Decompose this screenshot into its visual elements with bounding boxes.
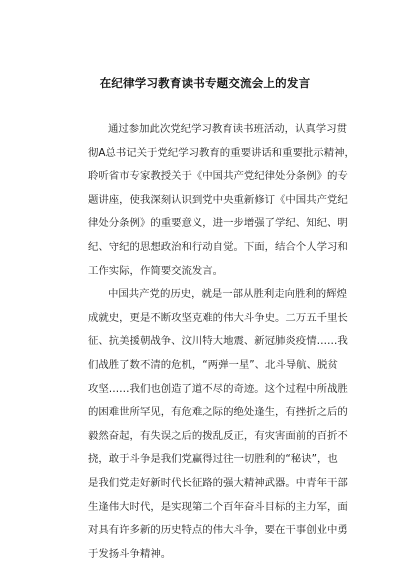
paragraph-line: 毅然奋起，有失误之后的拨乱反正，有灾害面前的百折不 — [88, 429, 348, 442]
paragraph-1 — [88, 118, 355, 283]
paragraph-2 — [88, 283, 348, 566]
paragraph-line: 的困难世所罕见，有危难之际的绝处逢生，有挫折之后的 — [88, 406, 348, 419]
paragraph-line: 工作实际，作简要交流发言。 — [88, 264, 224, 277]
paragraph-line: 题讲座，使我深刻认识到党中央重新修订《中国共产党纪 — [88, 193, 348, 206]
document-title: 在纪律学习教育读书专题交流会上的发言 — [99, 76, 311, 90]
paragraph-line: 生逢伟大时代，是实现第二个百年奋斗目标的主力军，面 — [88, 500, 348, 513]
paragraph-line: 是我们党走好新时代长征路的强大精神武器。中青年干部 — [88, 476, 348, 489]
paragraph-line: 攻坚……我们也创造了道不尽的奇迹。这个过程中所战胜 — [88, 382, 348, 395]
paragraph-line: 成就史，更是不断攻坚克难的伟大斗争史。二万五千里长 — [88, 311, 348, 324]
paragraph-line: 于发扬斗争精神。 — [88, 547, 172, 560]
paragraph-line: 纪、守纪的思想政治和行动自觉。下面，结合个人学习和 — [88, 240, 348, 253]
paragraph-line: 中国共产党的历史，就是一部从胜利走向胜利的辉煌 — [108, 288, 347, 301]
paragraph-line: 挠，敢于斗争是我们党赢得过往一切胜利的“秘诀”，也 — [88, 453, 338, 466]
paragraph-line: 们战胜了数不清的危机，“两弹一星”、北斗导航、脱贫 — [88, 358, 338, 371]
paragraph-line: 律处分条例》的重要意义，进一步增强了学纪、知纪、明 — [88, 217, 348, 230]
paragraph-line: 征、抗美援朝战争、汶川特大地震、新冠肺炎疫情……我 — [88, 335, 348, 348]
paragraph-line: 通过参加此次党纪学习教育读书班活动，认真学习贯 — [108, 123, 347, 135]
paragraph-line: 彻A总书记关于党纪学习教育的重要讲话和重要批示精神， — [88, 146, 355, 159]
document-body — [88, 118, 355, 566]
paragraph-line: 对具有许多新的历史特点的伟大斗争，要在干事创业中勇 — [88, 524, 348, 537]
paragraph-line: 聆听省市专家教授关于《中国共产党纪律处分条例》的专 — [88, 170, 348, 183]
